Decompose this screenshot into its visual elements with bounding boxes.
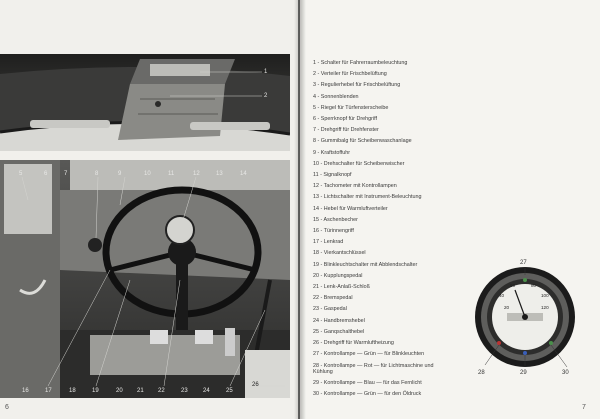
callout-10: 10 <box>144 171 151 177</box>
callout-2: 2 <box>264 93 268 99</box>
callout-24: 24 <box>203 388 210 394</box>
legend-item: 29 - Kontrollampe — Blau — für das Fernlicht <box>313 380 422 387</box>
callout-20: 20 <box>116 388 123 394</box>
legend-item: 3 - Regulierhebel für Frischbelüftung <box>313 82 401 89</box>
legend-item: 13 - Lichtschalter mit Instrument-Beleuchtung <box>313 194 422 201</box>
indicator-red-icon <box>497 341 501 345</box>
callout-13: 13 <box>216 171 223 177</box>
legend-item: 20 - Kupplungspedal <box>313 272 363 279</box>
callout-22: 22 <box>158 388 165 394</box>
callout-5: 5 <box>19 171 23 177</box>
legend-item: 24 - Handbremshebel <box>313 317 365 324</box>
callout-6: 6 <box>44 171 48 177</box>
speedometer-figure <box>455 255 595 385</box>
callout-16: 16 <box>22 388 29 394</box>
scale-80: 80 <box>531 283 537 288</box>
legend-item: 5 - Riegel für Türfensterscheibe <box>313 104 389 111</box>
legend-item: 2 - Verteiler für Frischbelüftung <box>313 71 387 78</box>
legend-item: 28 - Kontrollampe — Rot — für Lichtmaschine und Kühlung <box>313 362 434 376</box>
callout-25: 25 <box>226 388 233 394</box>
callout-23: 23 <box>181 388 188 394</box>
callout-17: 17 <box>45 388 52 394</box>
legend-item: 18 - Vierkantschlüssel <box>313 250 366 257</box>
callout-26: 26 <box>252 382 259 388</box>
legend-item: 22 - Bremspedal <box>313 295 353 302</box>
callout-27: 27 <box>520 260 527 266</box>
callout-14: 14 <box>240 171 247 177</box>
indicator-blue-icon <box>523 351 527 355</box>
scale-60: 60 <box>510 283 516 288</box>
page-number-right: 7 <box>582 404 586 411</box>
scale-20: 20 <box>504 305 510 310</box>
indicator-green-icon-2 <box>549 341 553 345</box>
callout-19: 19 <box>92 388 99 394</box>
legend-item: 8 - Gummibalg für Scheibenwaschanlage <box>313 138 412 145</box>
speedometer-illustration <box>455 255 595 385</box>
scale-120: 120 <box>541 305 549 310</box>
callout-21: 21 <box>137 388 144 394</box>
callout-29: 29 <box>520 370 527 376</box>
legend-item: 26 - Drehgriff für Warmluftheizung <box>313 340 394 347</box>
page-number-left: 6 <box>5 404 9 411</box>
legend-item: 7 - Drehgriff für Drehfenster <box>313 127 379 134</box>
legend-item: 15 - Aschenbecher <box>313 216 358 223</box>
callout-12: 12 <box>193 171 200 177</box>
ceiling-illustration <box>0 54 290 151</box>
legend-item: 11 - Signalknopf <box>313 172 352 179</box>
dashboard-illustration <box>0 160 290 398</box>
legend-item: 6 - Sperrknopf für Drehgriff <box>313 116 378 123</box>
ceiling-photo <box>0 54 290 151</box>
legend-item: 16 - Türinnengriff <box>313 228 354 235</box>
legend-item: 19 - Blinkleuchtschalter mit Abblendschalter <box>313 261 418 268</box>
legend-item: 1 - Schalter für Fahrerraumbeleuchtung <box>313 60 408 66</box>
dashboard-photo <box>0 160 290 398</box>
legend-item: 27 - Kontrollampe — Grün — für Blinkleuchten <box>313 351 425 358</box>
legend-item: 25 - Ganqschalthebel <box>313 328 365 335</box>
legend-item: 21 - Lenk-Anlaß-Schloß <box>313 284 370 291</box>
callout-1: 1 <box>264 69 268 75</box>
scale-100: 100 <box>541 293 549 298</box>
legend-item: 17 - Lenkrad <box>313 239 344 246</box>
legend-item: 4 - Sonnenblenden <box>313 93 359 100</box>
legend-item: 12 - Tachometer mit Kontrollampen <box>313 183 397 190</box>
indicator-green-icon <box>523 278 527 282</box>
legend-item: 14 - Hebel für Warmluftverteiler <box>313 205 388 212</box>
parts-legend <box>313 58 463 400</box>
callout-18: 18 <box>69 388 76 394</box>
callout-9: 9 <box>118 171 122 177</box>
legend-item: 23 - Gaspedal <box>313 306 347 313</box>
callout-28: 28 <box>478 370 485 376</box>
callout-11: 11 <box>168 171 175 177</box>
scale-40: 40 <box>499 293 505 298</box>
legend-item: 30 - Kontrollampe — Grün — für den Öldruck <box>313 391 422 398</box>
callout-7: 7 <box>64 171 68 177</box>
legend-item: 10 - Drehschalter für Scheibenwischer <box>313 160 405 167</box>
legend-item: 9 - Kraftstoffuhr <box>313 149 351 156</box>
callout-30: 30 <box>562 370 569 376</box>
callout-8: 8 <box>95 171 99 177</box>
book-gutter <box>294 0 306 419</box>
